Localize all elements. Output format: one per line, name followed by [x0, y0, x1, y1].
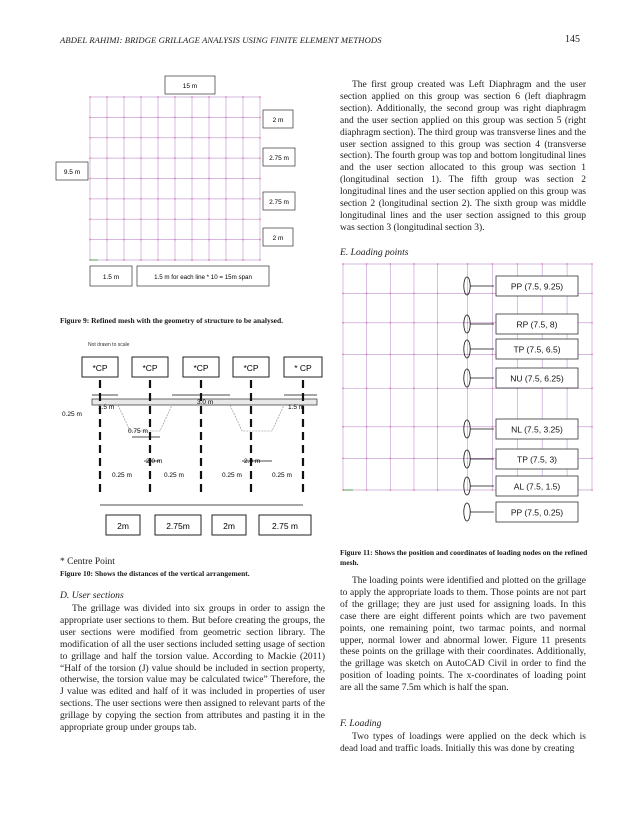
- mesh-node: [106, 218, 108, 220]
- mesh-node: [208, 96, 210, 98]
- mesh-node: [389, 322, 391, 324]
- mesh-node: [413, 263, 415, 265]
- loading-point-marker: [464, 277, 470, 295]
- loading-point-marker: [464, 369, 470, 387]
- svg-text:* CP: * CP: [294, 363, 312, 373]
- loading-point-marker: [464, 340, 470, 358]
- mesh-node: [437, 292, 439, 294]
- label-bottom-span: 1.5 m for each line * 10 = 15m span: [154, 274, 252, 281]
- mesh-node: [140, 178, 142, 180]
- mesh-node: [89, 116, 91, 118]
- cp-box-4: [233, 357, 269, 377]
- label-bottom-left: 1.5 m: [102, 274, 120, 281]
- mesh-node: [140, 137, 142, 139]
- svg-text:*CP: *CP: [193, 363, 209, 373]
- loading-point-label: PP (7.5, 9.25): [510, 281, 564, 292]
- loading-point-marker: [464, 315, 470, 333]
- mesh-node: [413, 292, 415, 294]
- mesh-node: [89, 239, 91, 241]
- mesh-node: [123, 218, 125, 220]
- mesh-node: [259, 157, 261, 159]
- mesh-node: [591, 457, 593, 459]
- mesh-node: [259, 239, 261, 241]
- mesh-node: [191, 137, 193, 139]
- mesh-node: [208, 259, 210, 261]
- mesh-node: [174, 198, 176, 200]
- dim-bottom-025-2: 0.25 m: [164, 472, 184, 479]
- mesh-node: [208, 157, 210, 159]
- mesh-node: [437, 322, 439, 324]
- mesh-node: [242, 198, 244, 200]
- mesh-node: [106, 178, 108, 180]
- mesh-node: [342, 387, 344, 389]
- mesh-node: [437, 426, 439, 428]
- mesh-node: [242, 239, 244, 241]
- mesh-node: [492, 322, 494, 324]
- mesh-node: [174, 178, 176, 180]
- page-number: 145: [565, 34, 580, 45]
- label-2m-bottom: 2 m: [272, 235, 284, 242]
- mesh-node: [106, 96, 108, 98]
- mesh-node: [591, 387, 593, 389]
- mesh-node: [89, 218, 91, 220]
- mesh-node: [140, 96, 142, 98]
- mesh-node: [366, 322, 368, 324]
- mesh-node: [389, 354, 391, 356]
- mesh-node: [225, 239, 227, 241]
- mesh-node: [174, 239, 176, 241]
- mesh-node: [591, 292, 593, 294]
- loading-points-paragraph: The loading points were identified and plotted on the grillage to apply the appropriate loads to them. Those points are not part of the grillage; they are just used for assigning loads. In this case there are eight different points which are two pavement points, one remaining point, two tarmac points, and normal upper, normal lower and abnormal lower. Figure 11 presents these points on the grillage with their coordinates. Additionally, the grillage was sketch on AutoCAD Civil in order to find the position of loading points. The x-coordinates of loading point are all the same 7.5m which is half the span.: [340, 576, 586, 694]
- figure-11-loading-mesh: [340, 262, 595, 542]
- mesh-node: [208, 178, 210, 180]
- mesh-node: [242, 137, 244, 139]
- mesh-node: [140, 116, 142, 118]
- mesh-node: [342, 292, 344, 294]
- mesh-node: [467, 322, 469, 324]
- dim-3-0: 3.0 m: [197, 399, 214, 406]
- mesh-node: [467, 387, 469, 389]
- mesh-node: [366, 457, 368, 459]
- spacing-box-2: [155, 515, 201, 535]
- mesh-node: [89, 137, 91, 139]
- mesh-node: [123, 116, 125, 118]
- spacing-box-1: [106, 515, 140, 535]
- mesh-node: [492, 354, 494, 356]
- dim-bottom-025-4: 0.25 m: [272, 472, 292, 479]
- mesh-node: [191, 218, 193, 220]
- dim-1-5-right: 1.5 m: [288, 404, 305, 411]
- mesh-node: [157, 178, 159, 180]
- mesh-node: [225, 116, 227, 118]
- mesh-node: [191, 96, 193, 98]
- mesh-node: [467, 354, 469, 356]
- mesh-node: [157, 116, 159, 118]
- mesh-node: [191, 239, 193, 241]
- mesh-grid: [89, 96, 261, 261]
- mesh-node: [106, 157, 108, 159]
- figure-9-mesh: [55, 70, 305, 290]
- mesh-node: [123, 157, 125, 159]
- mesh-node: [242, 157, 244, 159]
- mesh-node: [140, 218, 142, 220]
- mesh-node: [437, 387, 439, 389]
- mesh-node: [140, 157, 142, 159]
- mesh-node: [225, 218, 227, 220]
- dim-1-5-left: 1.5 m: [98, 404, 115, 411]
- svg-text:2.75 m: 2.75 m: [272, 521, 298, 531]
- mesh-node: [492, 263, 494, 265]
- mesh-node: [413, 489, 415, 491]
- mesh-node: [413, 322, 415, 324]
- mesh-node: [389, 489, 391, 491]
- mesh-node: [342, 426, 344, 428]
- mesh-node: [225, 259, 227, 261]
- mesh-node: [492, 426, 494, 428]
- mesh-node: [106, 259, 108, 261]
- mesh-node: [259, 137, 261, 139]
- heading-loading: F. Loading: [340, 718, 382, 729]
- not-to-scale-note: Not drawn to scale: [88, 342, 130, 348]
- dim-bottom-025-3: 0.25 m: [222, 472, 242, 479]
- mesh-node: [467, 457, 469, 459]
- mesh-node: [437, 263, 439, 265]
- cp-box-3: [183, 357, 219, 377]
- svg-text:*CP: *CP: [92, 363, 108, 373]
- mesh-node: [106, 116, 108, 118]
- mesh-node: [389, 292, 391, 294]
- loading-point-label: NU (7.5, 6.25): [510, 373, 564, 384]
- mesh-node: [191, 157, 193, 159]
- mesh-node: [174, 137, 176, 139]
- mesh-node: [591, 354, 593, 356]
- mesh-node: [208, 198, 210, 200]
- dim-bottom-025-1: 0.25 m: [112, 472, 132, 479]
- mesh-node: [437, 457, 439, 459]
- mesh-node: [342, 263, 344, 265]
- mesh-node: [516, 263, 518, 265]
- loading-point-label: AL (7.5, 1.5): [513, 481, 561, 492]
- mesh-node: [123, 137, 125, 139]
- mesh-node: [342, 322, 344, 324]
- mesh-node: [123, 259, 125, 261]
- mesh-node: [106, 137, 108, 139]
- mesh-node: [225, 137, 227, 139]
- mesh-node: [591, 426, 593, 428]
- svg-text:2m: 2m: [223, 521, 235, 531]
- mesh-node: [366, 354, 368, 356]
- mesh-node: [259, 259, 261, 261]
- mesh-node: [140, 239, 142, 241]
- mesh-node: [123, 198, 125, 200]
- label-275-top: 2.75 m: [269, 155, 289, 162]
- mesh-node: [89, 157, 91, 159]
- label-2m-top: 2 m: [272, 117, 284, 124]
- dim-2-0-b: 2.0 m: [244, 458, 261, 465]
- mesh-node: [157, 259, 159, 261]
- mesh-node: [208, 116, 210, 118]
- mesh-node: [225, 157, 227, 159]
- centre-point-footnote: * Centre Point: [60, 557, 115, 567]
- mesh-node: [242, 116, 244, 118]
- mesh-node: [259, 198, 261, 200]
- mesh-node: [208, 239, 210, 241]
- mesh-node: [208, 137, 210, 139]
- loading-point-label: TP (7.5, 6.5): [513, 344, 561, 355]
- mesh-node: [492, 489, 494, 491]
- groups-paragraph: The first group created was Left Diaphragm and the user section applied on this group was section 6 (left diaphragm section). Additionally, the second group was right diaphragm and the user section applied on this group was section 5 (right diaphragm section). The third group was transverse lines and the user section assigned to this group was section 4 (transverse section). The fourth group was top and bottom longitudinal lines and the user section allocated to this group was section 1 (longitudinal section 1). The fifth group was section 2 longitudinal lines and the user section applied on this group was section 2 (longitudinal section 2). The sixth group was middle longitudinal lines and the user section assigned to this group was section 3 (longitudinal section 3).: [340, 80, 586, 233]
- mesh-node: [157, 157, 159, 159]
- mesh-node: [366, 292, 368, 294]
- mesh-node: [366, 263, 368, 265]
- mesh-node: [366, 489, 368, 491]
- user-sections-paragraph: The grillage was divided into six groups in order to assign the appropriate user sections to them. But before creating the groups, the user sections were modified from geometric section library. The modification of all the user sections included setting usage of section to grillage and half the torsion value. According to Mackie (2011) “Half of the torsion (J) value should be included in section property, otherwise, the torsion value may be calculated twice” Therefore, the J value was edited and half of it was included in properties of user sections. The user sections were then assigned to relevant parts of the grillage by copying the section from attributes and pasting it in the appropriate group under groups tab.: [60, 604, 325, 734]
- mesh-node: [492, 387, 494, 389]
- label-275-bottom: 2.75 m: [269, 199, 289, 206]
- mesh-node: [157, 198, 159, 200]
- mesh-node: [123, 178, 125, 180]
- mesh-node: [259, 218, 261, 220]
- mesh-node: [242, 178, 244, 180]
- mesh-node: [467, 426, 469, 428]
- figure-10-arrangement: [60, 335, 330, 550]
- svg-text:*CP: *CP: [142, 363, 158, 373]
- mesh-node: [225, 178, 227, 180]
- svg-text:2m: 2m: [117, 521, 129, 531]
- mesh-node: [492, 292, 494, 294]
- mesh-node: [437, 354, 439, 356]
- loading-point-label: RP (7.5, 8): [516, 319, 558, 330]
- figure-10-caption: Figure 10: Shows the distances of the vertical arrangement.: [60, 569, 250, 578]
- mesh-node: [191, 178, 193, 180]
- mesh-node: [191, 116, 193, 118]
- mesh-node: [413, 387, 415, 389]
- mesh-node: [140, 198, 142, 200]
- mesh-node: [242, 96, 244, 98]
- cp-box-2: [132, 357, 168, 377]
- mesh-node: [366, 387, 368, 389]
- mesh-node: [208, 218, 210, 220]
- mesh-node: [342, 457, 344, 459]
- mesh-node: [259, 116, 261, 118]
- mesh-node: [467, 489, 469, 491]
- loading-point-marker: [464, 477, 470, 495]
- mesh-node: [389, 263, 391, 265]
- mesh-node: [591, 263, 593, 265]
- mesh-node: [157, 239, 159, 241]
- mesh-node: [591, 322, 593, 324]
- loading-point-label: TP (7.5, 3): [517, 454, 557, 465]
- label-height: 9.5 m: [63, 169, 81, 176]
- mesh-node: [89, 178, 91, 180]
- mesh-node: [106, 239, 108, 241]
- mesh-node: [106, 198, 108, 200]
- mesh-node: [123, 239, 125, 241]
- running-title: ABDEL RAHIMI: BRIDGE GRILLAGE ANALYSIS USING FINITE ELEMENT METHODS: [60, 35, 382, 45]
- mesh-node: [157, 218, 159, 220]
- mesh-node: [541, 263, 543, 265]
- mesh-node: [140, 259, 142, 261]
- mesh-node: [389, 457, 391, 459]
- mesh-node: [437, 489, 439, 491]
- mesh-node: [174, 96, 176, 98]
- mesh-node: [225, 96, 227, 98]
- loading-point-marker: [464, 503, 470, 521]
- mesh-node: [259, 178, 261, 180]
- dim-0-75: 0.75 m: [128, 428, 148, 435]
- mesh-node: [389, 387, 391, 389]
- mesh-node: [225, 198, 227, 200]
- mesh-node: [413, 426, 415, 428]
- mesh-node: [242, 218, 244, 220]
- mesh-node: [191, 259, 193, 261]
- dim-2-0-a: 2.0 m: [146, 458, 163, 465]
- mesh-node: [413, 457, 415, 459]
- spacing-box-4: [259, 515, 311, 535]
- loading-point-label: NL (7.5, 3.25): [511, 424, 563, 435]
- heading-user-sections: D. User sections: [60, 590, 124, 601]
- loading-paragraph: Two types of loadings were applied on the deck which is dead load and traffic loads. Initially this was done by creating: [340, 732, 586, 754]
- mesh-node: [89, 198, 91, 200]
- mesh-node: [157, 96, 159, 98]
- heading-loading-points: E. Loading points: [340, 247, 409, 258]
- mesh-node: [157, 137, 159, 139]
- mesh-node: [174, 218, 176, 220]
- mesh-node: [467, 263, 469, 265]
- mesh-node: [123, 96, 125, 98]
- loading-point-label: PP (7.5, 0.25): [510, 507, 564, 518]
- mesh-node: [174, 157, 176, 159]
- figure-9-caption: Figure 9: Refined mesh with the geometry of structure to be analysed.: [60, 316, 284, 325]
- cp-box-1: [82, 357, 118, 377]
- mesh-node: [366, 426, 368, 428]
- mesh-node: [591, 489, 593, 491]
- mesh-node: [191, 198, 193, 200]
- mesh-node: [174, 116, 176, 118]
- figure-11-caption: Figure 11: Shows the position and coordinates of loading nodes on the refined mesh.: [340, 548, 588, 567]
- mesh-node: [89, 96, 91, 98]
- cp-box-5: [284, 357, 322, 377]
- mesh-node: [174, 259, 176, 261]
- mesh-node: [566, 263, 568, 265]
- label-top-span: 15 m: [182, 83, 198, 90]
- mesh-node: [389, 426, 391, 428]
- mesh-node: [342, 354, 344, 356]
- spacing-box-3: [212, 515, 246, 535]
- mesh-node: [259, 96, 261, 98]
- mesh-node: [242, 259, 244, 261]
- mesh-node: [413, 354, 415, 356]
- loading-points: [464, 276, 578, 522]
- dim-0-25-left: 0.25 m: [62, 411, 82, 418]
- svg-text:*CP: *CP: [243, 363, 259, 373]
- svg-text:2.75m: 2.75m: [166, 521, 190, 531]
- loading-point-marker: [464, 420, 470, 438]
